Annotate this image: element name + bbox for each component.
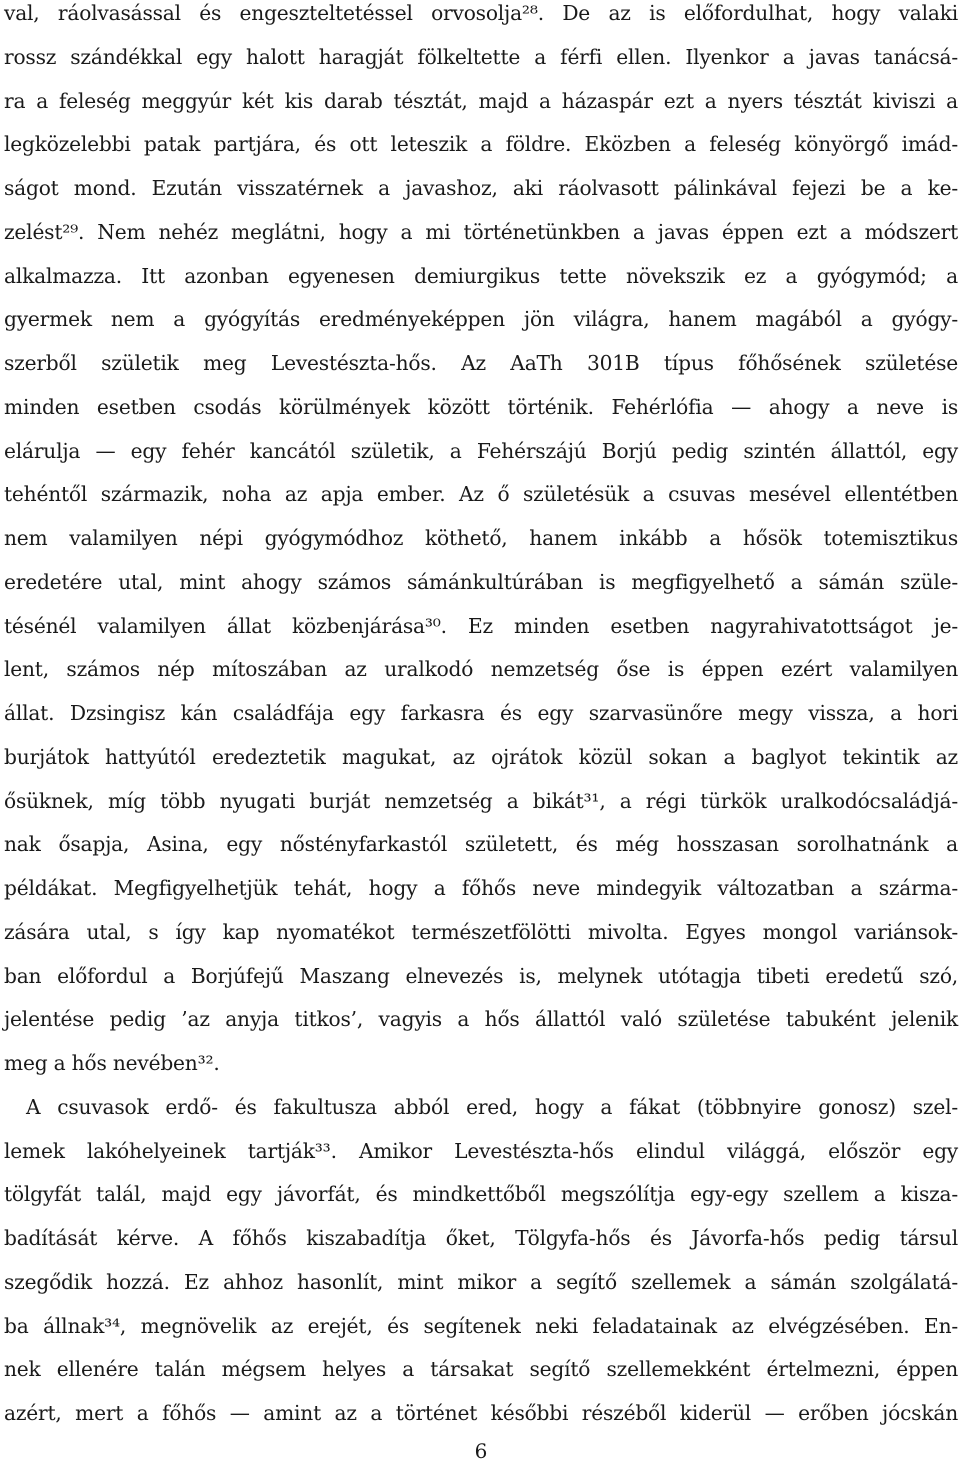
text-line: lent, számos nép mítoszában az uralkodó nemzetség őse is éppen ezért valamilyen bbox=[4, 657, 958, 682]
text-line: ősüknek, míg több nyugati burját nemzetség a bikát³¹, a régi türkök uralkodócsaládjá- bbox=[4, 788, 958, 813]
text-line: ban előfordul a Borjúfejű Maszang elnevezés is, melynek utótagja tibeti eredetű szó, bbox=[4, 963, 958, 988]
text-line: burjátok hattyútól eredeztetik magukat, az ojrátok közül sokan a baglyot tekintik az bbox=[4, 744, 958, 769]
text-line: eredetére utal, mint ahogy számos sámánkultúrában is megfigyelhető a sámán szüle- bbox=[4, 569, 958, 594]
text-line: minden esetben csodás körülmények között történik. Fehérlófia — ahogy a neve is bbox=[4, 394, 958, 419]
text-line: ságot mond. Ezután visszatérnek a javashoz, aki ráolvasott pálinkával fejezi be a ke- bbox=[4, 176, 958, 200]
text-line: ra a feleség meggyúr két kis darab tésztát, majd a házaspár ezt a nyers tésztát kiviszi a bbox=[4, 88, 958, 113]
text-line: ba állnak³⁴, megnövelik az erejét, és segítenek neki feladatainak az elvégzésében. En- bbox=[4, 1313, 958, 1338]
text-line: példákat. Megfigyelhetjük tehát, hogy a főhős neve mindegyik változatban a szárma- bbox=[4, 876, 958, 900]
text-line: badítását kérve. A főhős kiszabadítja őket, Tölgyfa-hős és Jávorfa-hős pedig társul bbox=[4, 1226, 958, 1250]
text-line: val, ráolvasással és engeszteltetéssel orvosolja²⁸. De az is előfordulhat, hogy valaki bbox=[4, 1, 958, 25]
text-line: szegődik hozzá. Ez ahhoz hasonlít, mint mikor a segítő szellemek a sámán szolgálatá- bbox=[4, 1269, 958, 1294]
text-line: rossz szándékkal egy halott haragját fölkeltette a férfi ellen. Ilyenkor a javas tanácsá- bbox=[4, 44, 958, 69]
text-line: tehéntől származik, noha az apja ember. Az ő születésük a csuvas mesével ellentétben bbox=[4, 482, 958, 507]
text-line: jelentése pedig ’az anyja titkos’, vagyis a hős állattól való születése tabuként jelenik bbox=[4, 1007, 958, 1032]
text-line: zására utal, s így kap nyomatékot természetfölötti mivolta. Egyes mongol variánsok- bbox=[4, 919, 958, 944]
text-line: tésénél valamilyen állat közbenjárása³⁰. Ez minden esetben nagyrahivatottságot je- bbox=[4, 613, 958, 638]
text-line: elárulja — egy fehér kancától születik, a Fehérszájú Borjú pedig szintén állattól, egy bbox=[4, 438, 958, 463]
text-line: nem valamilyen népi gyógymódhoz köthető, hanem inkább a hősök totemisztikus bbox=[4, 526, 958, 550]
text-line: zelést²⁹. Nem nehéz meglátni, hogy a mi történetünkben a javas éppen ezt a módszert bbox=[4, 219, 958, 244]
page-number: 6 bbox=[474, 1439, 488, 1463]
text-line: szerből születik meg Levestészta-hős. Az AaTh 301B típus főhősének születése bbox=[4, 351, 958, 375]
text-line: legközelebbi patak partjára, és ott leteszik a földre. Eközben a feleség könyörgő imád- bbox=[4, 132, 958, 157]
text-line: alkalmazza. Itt azonban egyenesen demiurgikus tette növekszik ez a gyógymód; a bbox=[4, 263, 958, 288]
body-text bbox=[4, 0, 958, 1436]
text-line: nak ősapja, Asina, egy nőstényfarkastól született, és még hosszasan sorolhatnánk a bbox=[4, 832, 958, 857]
text-line: nek ellenére talán mégsem helyes a társakat segítő szellemekként értelmezni, éppen bbox=[4, 1357, 958, 1382]
paragraph-1 bbox=[4, 0, 958, 1086]
paragraph-2 bbox=[4, 1086, 958, 1436]
text-line: meg a hős nevében³². bbox=[4, 1051, 220, 1075]
text-line: A csuvasok erdő- és fakultusza abból ered, hogy a fákat (többnyire gonosz) szel- bbox=[26, 1094, 958, 1119]
text-line: azért, mert a főhős — amint az a történet későbbi részéből kiderül — erőben jócskán bbox=[4, 1401, 958, 1425]
text-line: állat. Dzsingisz kán családfája egy farkasra és egy szarvasünőre megy vissza, a hori bbox=[4, 701, 958, 725]
text-line: lemek lakóhelyeinek tartják³³. Amikor Levestészta-hős elindul világgá, először egy bbox=[4, 1138, 958, 1163]
text-line: tölgyfát talál, majd egy jávorfát, és mindkettőből megszólítja egy-egy szellem a kisza- bbox=[4, 1182, 958, 1207]
text-line: gyermek nem a gyógyítás eredményeképpen jön világra, hanem magából a gyógy- bbox=[4, 307, 958, 332]
document-page bbox=[4, 0, 958, 1473]
